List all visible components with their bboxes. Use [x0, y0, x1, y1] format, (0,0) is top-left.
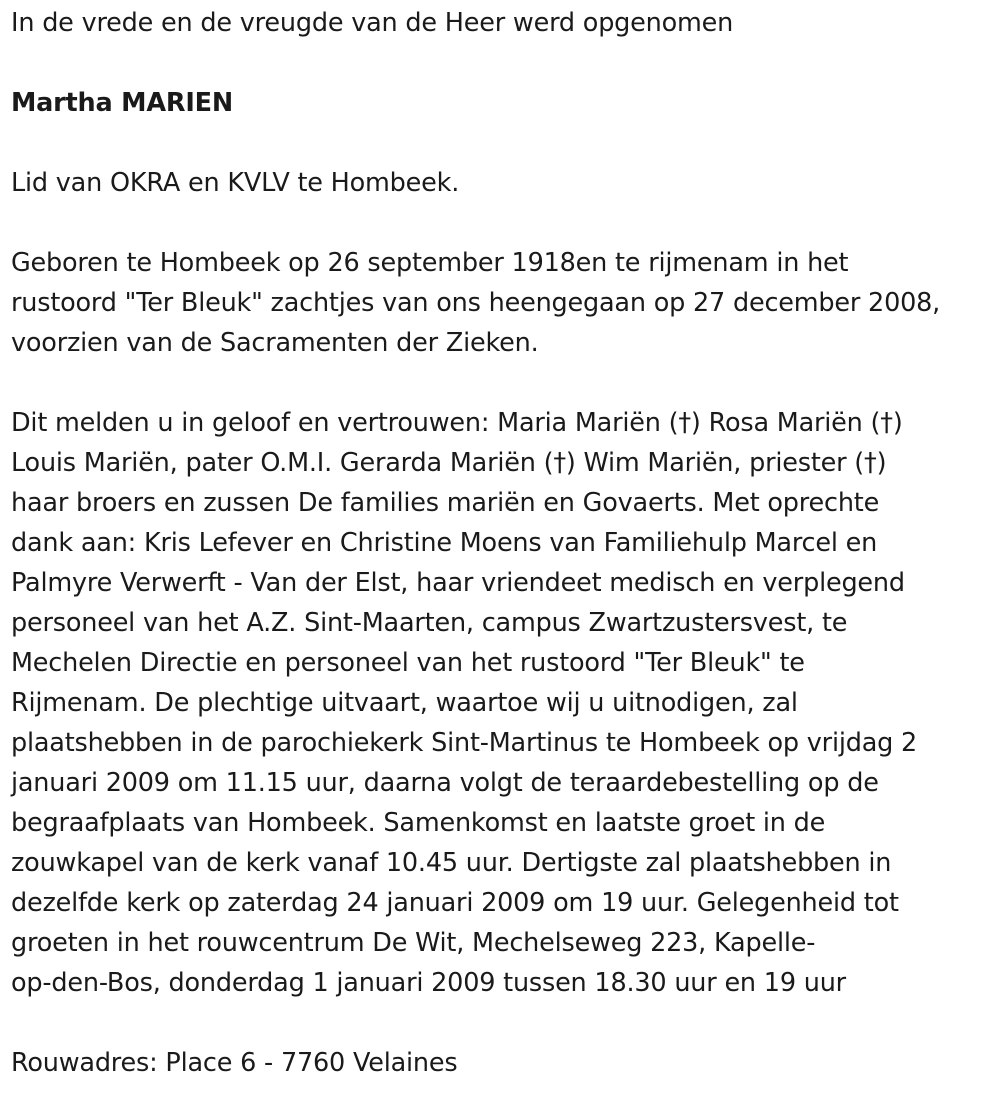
mourning-address: Rouwadres: Place 6 - 7760 Velaines	[11, 1048, 458, 1078]
paragraph-line: groeten in het rouwcentrum De Wit, Mechelseweg 223, Kapelle-	[11, 928, 816, 958]
paragraph-line: Palmyre Verwerft - Van der Elst, haar vriendeet medisch en verplegend	[11, 568, 905, 598]
paragraph-line: Rijmenam. De plechtige uitvaart, waartoe wij u uitnodigen, zal	[11, 688, 798, 718]
paragraph-line: personeel van het A.Z. Sint-Maarten, campus Zwartzustersvest, te	[11, 608, 848, 638]
spacer	[11, 203, 993, 243]
membership-line: Lid van OKRA en KVLV te Hombeek.	[11, 168, 460, 198]
paragraph-line: Mechelen Directie en personeel van het rustoord "Ter Bleuk" te	[11, 648, 805, 678]
paragraph-line: januari 2009 om 11.15 uur, daarna volgt de teraardebestelling op de	[11, 768, 879, 798]
announcement-paragraph	[11, 403, 993, 1003]
paragraph-line: plaatshebben in de parochiekerk Sint-Martinus te Hombeek op vrijdag 2	[11, 728, 918, 758]
paragraph-line: dank aan: Kris Lefever en Christine Moens van Familiehulp Marcel en	[11, 528, 878, 558]
paragraph-line: Dit melden u in geloof en vertrouwen: Maria Mariën (†) Rosa Mariën (†)	[11, 408, 903, 438]
paragraph-line: Geboren te Hombeek op 26 september 1918en te rijmenam in het	[11, 248, 849, 278]
obituary-text	[11, 3, 993, 1083]
spacer	[11, 43, 993, 83]
intro-line: In de vrede en de vreugde van de Heer werd opgenomen	[11, 8, 734, 38]
birth-paragraph	[11, 243, 993, 363]
paragraph-line: zouwkapel van de kerk vanaf 10.45 uur. Dertigste zal plaatshebben in	[11, 848, 892, 878]
paragraph-line: haar broers en zussen De families mariën en Govaerts. Met oprechte	[11, 488, 880, 518]
paragraph-line: Louis Mariën, pater O.M.I. Gerarda Mariën (†) Wim Mariën, priester (†)	[11, 448, 887, 478]
paragraph-line: op-den-Bos, donderdag 1 januari 2009 tussen 18.30 uur en 19 uur	[11, 968, 846, 998]
paragraph-line: rustoord "Ter Bleuk" zachtjes van ons heengegaan op 27 december 2008,	[11, 288, 941, 318]
spacer	[11, 123, 993, 163]
spacer	[11, 1003, 993, 1043]
paragraph-line: dezelfde kerk op zaterdag 24 januari 2009 om 19 uur. Gelegenheid tot	[11, 888, 899, 918]
paragraph-line: begraafplaats van Hombeek. Samenkomst en laatste groet in de	[11, 808, 826, 838]
spacer	[11, 363, 993, 403]
paragraph-line: voorzien van de Sacramenten der Zieken.	[11, 328, 539, 358]
deceased-name: Martha MARIEN	[11, 88, 233, 118]
